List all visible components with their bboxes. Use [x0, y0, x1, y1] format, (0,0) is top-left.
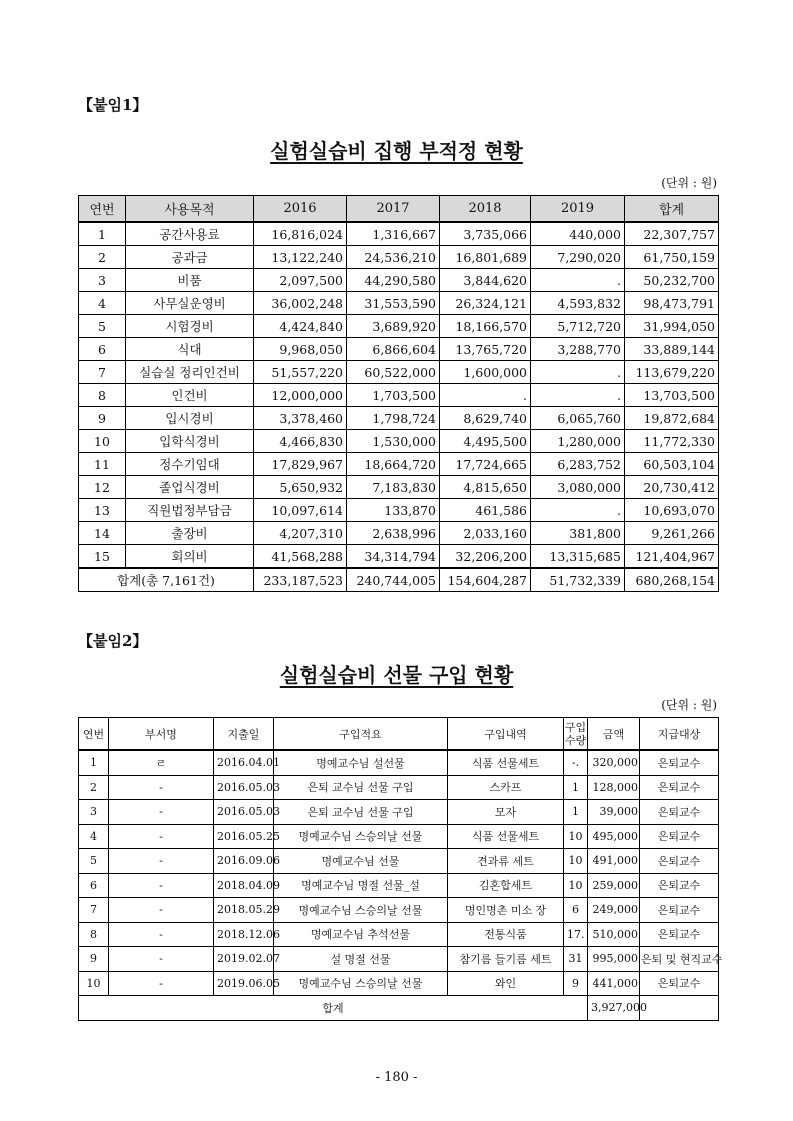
column-header: 2018	[440, 196, 531, 223]
table-cell: 5	[79, 849, 109, 874]
table-cell: -	[109, 849, 214, 874]
table-cell: 은퇴교수	[640, 800, 719, 825]
table-cell: 13,315,685	[531, 545, 625, 569]
table-cell: 128,000	[588, 775, 640, 800]
table-cell: 2018.05.29	[214, 898, 274, 923]
table-cell: 시험경비	[126, 315, 254, 338]
table-cell: -	[109, 947, 214, 972]
column-header: 2017	[347, 196, 440, 223]
total-cell: 154,604,287	[440, 568, 531, 592]
table-cell: -	[109, 971, 214, 996]
table-cell: 4	[79, 824, 109, 849]
table-cell: 1,600,000	[440, 361, 531, 384]
table-cell: 10	[564, 824, 588, 849]
table-cell: 60,522,000	[347, 361, 440, 384]
column-header: 사용목적	[126, 196, 254, 223]
table-header-row	[79, 196, 719, 223]
table-cell: 4,466,830	[254, 430, 347, 453]
table-cell: 1,703,500	[347, 384, 440, 407]
table-cell: 설 명절 선물	[274, 947, 448, 972]
table-cell: 510,000	[588, 922, 640, 947]
total-cell: 51,732,339	[531, 568, 625, 592]
table-cell: 50,232,700	[625, 269, 719, 292]
table-cell: 4,424,840	[254, 315, 347, 338]
table-cell: 5	[79, 315, 126, 338]
table-cell: 14	[79, 522, 126, 545]
table-header-row	[79, 718, 719, 751]
table-cell: 식품 선물세트	[448, 750, 564, 775]
table-cell: 입시경비	[126, 407, 254, 430]
table-cell: 9	[564, 971, 588, 996]
table-cell: 995,000	[588, 947, 640, 972]
table-cell: 16,816,024	[254, 222, 347, 246]
table-row	[79, 407, 719, 430]
table-cell: 36,002,248	[254, 292, 347, 315]
table-cell: 440,000	[531, 222, 625, 246]
table-cell: 10	[79, 430, 126, 453]
table-cell: 17,829,967	[254, 453, 347, 476]
table-cell: 출장비	[126, 522, 254, 545]
table-cell: -	[109, 922, 214, 947]
table-cell: 은퇴교수	[640, 873, 719, 898]
table-cell: 명예교수님 설선물	[274, 750, 448, 775]
table-cell: 11,772,330	[625, 430, 719, 453]
table-cell: 133,870	[347, 499, 440, 522]
table-cell: 2	[79, 246, 126, 269]
table-cell: 7,290,020	[531, 246, 625, 269]
total-cell: 240,744,005	[347, 568, 440, 592]
table-cell: 4,815,650	[440, 476, 531, 499]
table-cell: 18,664,720	[347, 453, 440, 476]
table-cell: 44,290,580	[347, 269, 440, 292]
table-cell: 은퇴 교수님 선물 구입	[274, 775, 448, 800]
table-cell: 12,000,000	[254, 384, 347, 407]
table-cell: 졸업식경비	[126, 476, 254, 499]
table-cell: 19,872,684	[625, 407, 719, 430]
table-row	[79, 292, 719, 315]
table-cell: 2	[79, 775, 109, 800]
table-cell: 3,288,770	[531, 338, 625, 361]
table-row	[79, 315, 719, 338]
table-cell: 9,968,050	[254, 338, 347, 361]
table-cell: 은퇴 교수님 선물 구입	[274, 800, 448, 825]
table-cell: 7,183,830	[347, 476, 440, 499]
table-row	[79, 971, 719, 996]
table-cell: 와인	[448, 971, 564, 996]
table-cell: 13,703,500	[625, 384, 719, 407]
table-cell: 4	[79, 292, 126, 315]
table-cell: 12	[79, 476, 126, 499]
table-cell: 3	[79, 269, 126, 292]
table-cell: 참기름 들기름 세트	[448, 947, 564, 972]
table-cell: 1	[564, 775, 588, 800]
table-row	[79, 898, 719, 923]
table-cell: 4,207,310	[254, 522, 347, 545]
column-header: 합계	[625, 196, 719, 223]
table-cell: 320,000	[588, 750, 640, 775]
column-header: 2016	[254, 196, 347, 223]
table-cell: 공간사용료	[126, 222, 254, 246]
table-cell: 2019.02.07	[214, 947, 274, 972]
table-cell: 33,889,144	[625, 338, 719, 361]
table-cell: 4,593,832	[531, 292, 625, 315]
table-cell: 2016.05.25	[214, 824, 274, 849]
table-cell: 식대	[126, 338, 254, 361]
table-cell: 2019.06.05	[214, 971, 274, 996]
table-cell: 2018.12.06	[214, 922, 274, 947]
table-cell: 식품 선물세트	[448, 824, 564, 849]
table-cell: .	[531, 361, 625, 384]
column-header: 연번	[79, 196, 126, 223]
table-cell: 은퇴교수	[640, 898, 719, 923]
table-cell: -	[109, 824, 214, 849]
column-header: 지출일	[214, 718, 274, 751]
table-cell: 98,473,791	[625, 292, 719, 315]
total-label: 합계(총 7,161건)	[79, 568, 254, 592]
table-cell: 18,166,570	[440, 315, 531, 338]
table-cell: 3	[79, 800, 109, 825]
total-row	[79, 568, 719, 592]
table-cell: 명예교수님 스승의날 선물	[274, 971, 448, 996]
table-cell: 20,730,412	[625, 476, 719, 499]
table-cell: 31,994,050	[625, 315, 719, 338]
total-amount: 3,927,000	[588, 996, 640, 1021]
table-cell: .	[531, 499, 625, 522]
table-cell: 1	[79, 750, 109, 775]
table-cell: 5,650,932	[254, 476, 347, 499]
table-row	[79, 849, 719, 874]
table-cell: 41,568,288	[254, 545, 347, 569]
table-cell: .	[440, 384, 531, 407]
table-cell: 2,033,160	[440, 522, 531, 545]
table-cell: 견과류 세트	[448, 849, 564, 874]
table-cell: 은퇴교수	[640, 849, 719, 874]
table-row	[79, 873, 719, 898]
table-row	[79, 922, 719, 947]
table-cell: 10	[564, 849, 588, 874]
table-cell: 34,314,794	[347, 545, 440, 569]
table-cell: 15	[79, 545, 126, 569]
table-cell: 5,712,720	[531, 315, 625, 338]
attachment-1-unit: (단위 : 원)	[661, 176, 717, 190]
table-cell: -.	[564, 750, 588, 775]
table-cell: -	[109, 873, 214, 898]
table-cell: 121,404,967	[625, 545, 719, 569]
table-cell: 1,798,724	[347, 407, 440, 430]
table-cell: 13	[79, 499, 126, 522]
table-cell: -	[109, 898, 214, 923]
table-row	[79, 269, 719, 292]
table-cell: -	[109, 800, 214, 825]
attachment-1-label: 【붙임1】	[78, 96, 148, 114]
table-cell: 정수기임대	[126, 453, 254, 476]
table-cell: 26,324,121	[440, 292, 531, 315]
table-cell: 61,750,159	[625, 246, 719, 269]
table-cell: 2,097,500	[254, 269, 347, 292]
table-cell: 명예교수님 스승의날 선물	[274, 824, 448, 849]
column-header: 구입적요	[274, 718, 448, 751]
table-cell: 3,689,920	[347, 315, 440, 338]
table-cell: 441,000	[588, 971, 640, 996]
table-cell: 10,693,070	[625, 499, 719, 522]
table-cell: 16,801,689	[440, 246, 531, 269]
table-cell: 직원법정부담금	[126, 499, 254, 522]
table-cell: 9,261,266	[625, 522, 719, 545]
table-cell: 461,586	[440, 499, 531, 522]
table-cell: 명예교수님 선물	[274, 849, 448, 874]
table-row	[79, 750, 719, 775]
table-cell: 공과금	[126, 246, 254, 269]
attachment-2-label: 【붙임2】	[78, 632, 148, 650]
column-header: 2019	[531, 196, 625, 223]
table-cell: 3,080,000	[531, 476, 625, 499]
table-cell: 13,765,720	[440, 338, 531, 361]
table-cell: 비품	[126, 269, 254, 292]
table-cell: 17,724,665	[440, 453, 531, 476]
table-cell: 8	[79, 922, 109, 947]
table-cell: 31	[564, 947, 588, 972]
table-row	[79, 430, 719, 453]
total-cell: 680,268,154	[625, 568, 719, 592]
table-row	[79, 824, 719, 849]
table-cell: 2016.05.03	[214, 775, 274, 800]
table-row	[79, 338, 719, 361]
table-cell: 2016.04.01	[214, 750, 274, 775]
table-cell: 6,283,752	[531, 453, 625, 476]
table-cell: 3,844,620	[440, 269, 531, 292]
table-cell: 495,000	[588, 824, 640, 849]
table-row	[79, 246, 719, 269]
table-row	[79, 522, 719, 545]
table-row	[79, 947, 719, 972]
table-cell: 1,280,000	[531, 430, 625, 453]
table-cell: 259,000	[588, 873, 640, 898]
table-cell: 2016.05.03	[214, 800, 274, 825]
table-cell: 1,316,667	[347, 222, 440, 246]
table-row	[79, 384, 719, 407]
table-cell: 은퇴교수	[640, 775, 719, 800]
table-cell: 6,065,760	[531, 407, 625, 430]
attachment-1-title: 실험실습비 집행 부적정 현황	[270, 139, 523, 163]
table-cell: .	[531, 269, 625, 292]
total-label: 합계	[79, 996, 588, 1021]
table-cell: 김혼합세트	[448, 873, 564, 898]
table-cell: 7	[79, 361, 126, 384]
column-header: 지급대상	[640, 718, 719, 751]
table-cell: 사무실운영비	[126, 292, 254, 315]
table-row	[79, 775, 719, 800]
column-header: 부서명	[109, 718, 214, 751]
table-cell: .	[531, 384, 625, 407]
table-cell: 4,495,500	[440, 430, 531, 453]
table-cell: 10,097,614	[254, 499, 347, 522]
gift-purchase-table	[78, 717, 723, 1021]
table-cell: 22,307,757	[625, 222, 719, 246]
table-cell: 모자	[448, 800, 564, 825]
attachment-2-unit: (단위 : 원)	[661, 698, 717, 712]
table-cell: 31,553,590	[347, 292, 440, 315]
table-cell: 24,536,210	[347, 246, 440, 269]
table-row	[79, 453, 719, 476]
table-cell: 명예교수님 스승의날 선물	[274, 898, 448, 923]
table-cell: 2018.04.09	[214, 873, 274, 898]
table-cell: 명예교수님 명절 선물_설	[274, 873, 448, 898]
table-cell: 입학식경비	[126, 430, 254, 453]
table-row	[79, 476, 719, 499]
table-row	[79, 361, 719, 384]
table-row	[79, 222, 719, 246]
empty-cell	[640, 996, 719, 1021]
table-cell: 6	[79, 338, 126, 361]
table-cell: 인건비	[126, 384, 254, 407]
irregular-expenditure-table	[78, 195, 719, 592]
table-cell: 8	[79, 384, 126, 407]
table-cell: 실습실 정리인건비	[126, 361, 254, 384]
table-cell: 6	[564, 898, 588, 923]
table-cell: 8,629,740	[440, 407, 531, 430]
table-cell: 2,638,996	[347, 522, 440, 545]
table-cell: -	[109, 775, 214, 800]
table-cell: 9	[79, 407, 126, 430]
table-row	[79, 800, 719, 825]
table-cell: ㄹ	[109, 750, 214, 775]
column-header: 구입내역	[448, 718, 564, 751]
table-cell: 39,000	[588, 800, 640, 825]
table-cell: 명예교수님 추석선물	[274, 922, 448, 947]
table-cell: 491,000	[588, 849, 640, 874]
table-cell: 은퇴 및 현직교수	[640, 947, 719, 972]
table-cell: 1	[564, 800, 588, 825]
table-cell: 32,206,200	[440, 545, 531, 569]
table-cell: 9	[79, 947, 109, 972]
table-cell: 10	[564, 873, 588, 898]
table-cell: 3,735,066	[440, 222, 531, 246]
table-row	[79, 545, 719, 569]
table-cell: 은퇴교수	[640, 824, 719, 849]
table-cell: 1	[79, 222, 126, 246]
table-cell: 3,378,460	[254, 407, 347, 430]
table-cell: 7	[79, 898, 109, 923]
table-cell: 11	[79, 453, 126, 476]
table-cell: 은퇴교수	[640, 750, 719, 775]
table-cell: 113,679,220	[625, 361, 719, 384]
table-row	[79, 499, 719, 522]
table-cell: 전통식품	[448, 922, 564, 947]
table-cell: 6	[79, 873, 109, 898]
table-cell: 51,557,220	[254, 361, 347, 384]
table-cell: 은퇴교수	[640, 922, 719, 947]
table-cell: 명인명촌 미소 장	[448, 898, 564, 923]
table-cell: 6,866,604	[347, 338, 440, 361]
attachment-2-title: 실험실습비 선물 구입 현황	[279, 663, 514, 687]
table-cell: 은퇴교수	[640, 971, 719, 996]
total-cell: 233,187,523	[254, 568, 347, 592]
table-cell: 회의비	[126, 545, 254, 569]
table-cell: 17.	[564, 922, 588, 947]
total-row	[79, 996, 719, 1021]
table-cell: 381,800	[531, 522, 625, 545]
table-cell: 13,122,240	[254, 246, 347, 269]
table-cell: 스카프	[448, 775, 564, 800]
table-cell: 2016.09.06	[214, 849, 274, 874]
table-cell: 10	[79, 971, 109, 996]
page-number: - 180 -	[375, 1070, 418, 1085]
table-cell: 249,000	[588, 898, 640, 923]
column-header: 구입수량	[564, 718, 588, 751]
table-cell: 1,530,000	[347, 430, 440, 453]
column-header: 연번	[79, 718, 109, 751]
table-cell: 60,503,104	[625, 453, 719, 476]
column-header: 금액	[588, 718, 640, 751]
